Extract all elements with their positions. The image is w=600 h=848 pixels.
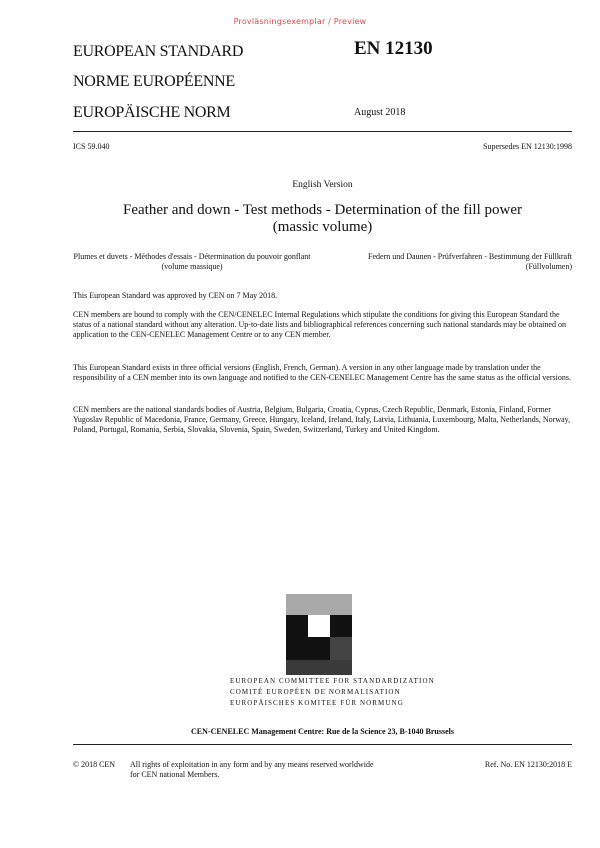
version-label: English Version [292,180,353,190]
cen-logo-icon [286,594,352,675]
document-title: Feather and down - Test methods - Determination of the fill power (massic volume) [123,202,522,235]
approval-paragraph: This European Standard was approved by CEN on 7 May 2018. [73,291,278,300]
committee-name-en: EUROPEAN COMMITTEE FOR STANDARDIZATION [230,677,435,685]
standard-name-de: EUROPÄISCHE NORM [73,104,231,121]
management-centre-address: CEN-CENELEC Management Centre: Rue de la Science 23, B-1040 Brussels [191,727,454,736]
rights-notice: All rights of exploitation in any form and by any means reserved worldwide for CEN national Members. [130,760,374,779]
copyright-notice: © 2018 CEN [73,760,116,769]
standard-name-en: EUROPEAN STANDARD [73,43,244,60]
preview-watermark: Provläsningsexemplar / Preview [233,17,367,26]
bottom-divider [73,744,572,745]
members-paragraph: CEN members are the national standards bodies of Austria, Belgium, Bulgaria, Croatia, Cyprus, Czech Republic, Denmark, Estonia, Finland, Former Yugoslav Republic of Macedonia, France, Germany, Greece, Hungary, Iceland, Ireland, Italy, Latvia, Lithuania, Luxembourg, Malta, Netherlands, Norway, Poland, Portugal, Romania, Serbia, Slovakia, Slovenia, Spain, Sweden, Switzerland, Turkey and United Kingdom. [73,405,571,434]
publication-date: August 2018 [354,107,406,118]
standard-name-fr: NORME EUROPÉENNE [73,73,235,90]
ics-code: ICS 59.040 [73,142,110,151]
title-french: Plumes et duvets - Méthodes d'essais - Détermination du pouvoir gonflant (volume massique) [73,252,311,271]
title-german: Federn und Daunen - Prüfverfahren - Bestimmung der Füllkraft (Füllvolumen) [368,252,572,271]
versions-paragraph: This European Standard exists in three official versions (English, French, German). A version in any other language made by translation under the responsibility of a CEN member into its own language and notified to the CEN-CENELEC Management Centre has the same status as the official versions. [73,363,571,382]
supersedes-note: Supersedes EN 12130:1998 [483,142,572,151]
top-divider [73,131,572,132]
committee-name-de: EUROPÄISCHES KOMITEE FÜR NORMUNG [230,699,404,707]
reference-number: Ref. No. EN 12130:2018 E [484,760,572,769]
standard-number: EN 12130 [354,38,433,59]
committee-name-fr: COMITÉ EUROPÉEN DE NORMALISATION [230,688,401,696]
obligations-paragraph: CEN members are bound to comply with the CEN/CENELEC Internal Regulations which stipulate the conditions for giving this European Standard the status of a national standard without any alteration. Up-to-date lists and bibliographical references concerning such national standards may be obtained on application to the CEN-CENELEC Management Centre or to any CEN member. [73,310,566,339]
